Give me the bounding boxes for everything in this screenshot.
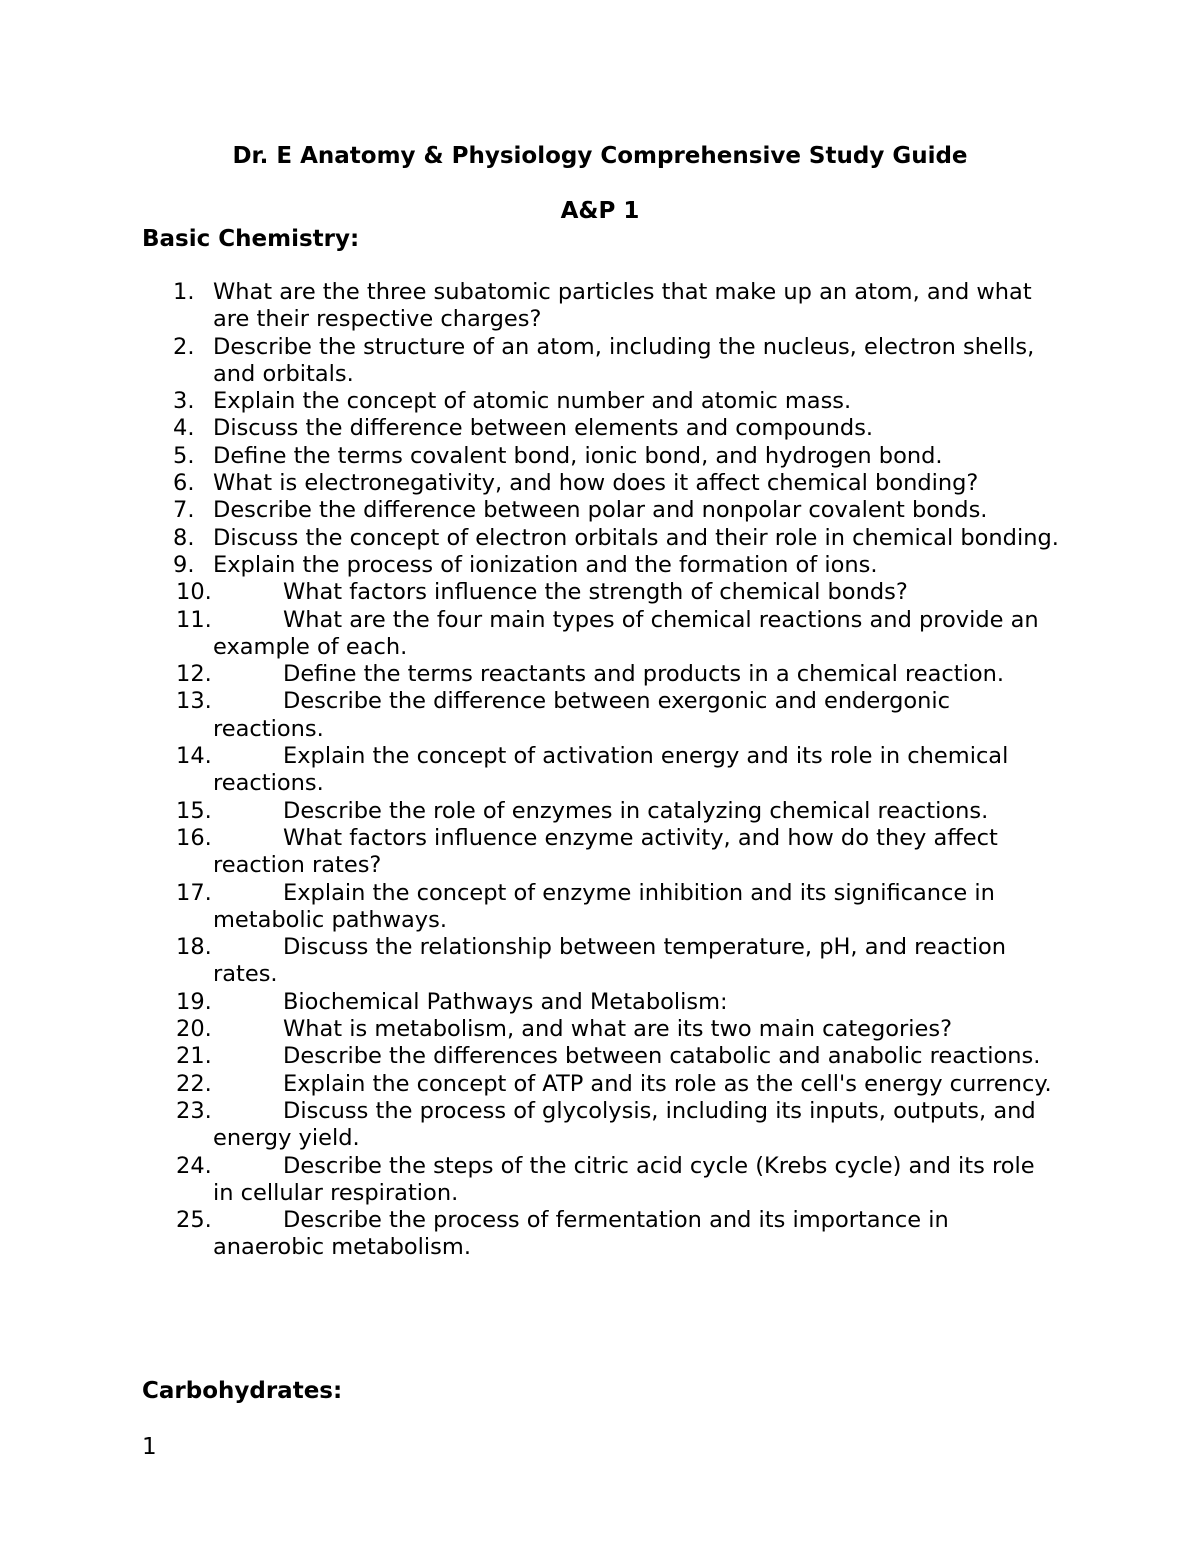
list-item [0, 743, 1200, 798]
list-item [0, 607, 1200, 662]
list-item-number: 13. [176, 688, 212, 715]
list-item [0, 552, 1200, 579]
list-item [0, 470, 1200, 497]
list-item-number: 18. [176, 934, 212, 961]
list-item-text: Discuss the concept of electron orbitals and their role in chemical bonding. [213, 524, 1059, 551]
list-item-text: What factors influence enzyme activity, and how do they affect reaction rates? [213, 824, 998, 879]
list-item-number: 10. [176, 579, 212, 606]
list-item [0, 661, 1200, 688]
list-item [0, 279, 1200, 334]
list-item-number: 20. [176, 1016, 212, 1043]
list-item-number: 14. [176, 743, 212, 770]
list-item [0, 443, 1200, 470]
list-item-number: 19. [176, 988, 212, 1015]
list-item-number: 8. [173, 524, 195, 551]
list-item-text: Describe the difference between exergonic and endergonic reactions. [213, 688, 951, 742]
list-item-text: What are the four main types of chemical reactions and provide an example of each. [213, 606, 1039, 660]
list-item-text: Describe the differences between catabolic and anabolic reactions. [283, 1043, 1041, 1070]
list-item-text: Explain the concept of enzyme inhibition and its significance in metabolic pathways. [213, 879, 995, 933]
page-title: Dr. E Anatomy & Physiology Comprehensive Study Guide [232, 143, 968, 169]
list-item-text: What is metabolism, and what are its two main categories? [283, 1016, 953, 1043]
list-item-text: Describe the steps of the citric acid cycle (Krebs cycle) and its role in cellular respiration. [213, 1152, 1035, 1206]
list-item-number: 11. [176, 606, 212, 633]
list-item-text: Discuss the difference between elements and compounds. [213, 415, 874, 442]
list-item [0, 1071, 1200, 1098]
list-item [0, 525, 1200, 552]
list-item-text: Discuss the relationship between temperature, pH, and reaction rates. [213, 934, 1007, 988]
list-item-text: Explain the process of ionization and the formation of ions. [213, 551, 878, 578]
list-item-number: 25. [176, 1207, 212, 1234]
list-item-text: What factors influence the strength of chemical bonds? [283, 579, 908, 606]
list-item-number: 5. [173, 442, 195, 469]
list-item [0, 579, 1200, 606]
page-number: 1 [142, 1434, 157, 1460]
section-heading-basic-chemistry: Basic Chemistry: [142, 226, 360, 252]
list-item-number: 15. [176, 797, 212, 824]
list-item-number: 22. [176, 1070, 212, 1097]
list-item-number: 21. [176, 1043, 212, 1070]
list-item-number: 9. [173, 551, 195, 578]
question-list [0, 279, 1200, 1262]
list-item [0, 1016, 1200, 1043]
list-item-number: 17. [176, 879, 212, 906]
list-item-text: What are the three subatomic particles that make up an atom, and what are their respective charges? [213, 279, 1032, 333]
list-item-text: Discuss the process of glycolysis, including its inputs, outputs, and energy yield. [213, 1097, 1036, 1152]
list-item-number: 1. [173, 279, 195, 305]
list-item-text: What is electronegativity, and how does it affect chemical bonding? [213, 470, 979, 497]
list-item [0, 334, 1200, 389]
list-item-text: Describe the difference between polar and nonpolar covalent bonds. [213, 497, 988, 524]
list-item [0, 989, 1200, 1016]
list-item-text: Define the terms reactants and products in a chemical reaction. [283, 661, 1005, 688]
list-item [0, 415, 1200, 442]
list-item [0, 1153, 1200, 1208]
list-item [0, 497, 1200, 524]
list-item [0, 880, 1200, 935]
list-item [0, 1207, 1200, 1262]
list-item-number: 24. [176, 1152, 212, 1179]
list-item-number: 16. [176, 824, 212, 851]
list-item-number: 3. [173, 388, 195, 415]
list-item [0, 688, 1200, 743]
list-item-text: Explain the concept of activation energy and its role in chemical reactions. [213, 743, 1009, 797]
page-subtitle: A&P 1 [560, 198, 640, 224]
list-item [0, 1098, 1200, 1153]
list-item [0, 825, 1200, 880]
list-item-text: Biochemical Pathways and Metabolism: [283, 988, 728, 1015]
list-item-number: 4. [173, 415, 195, 442]
list-item [0, 798, 1200, 825]
list-item-text: Define the terms covalent bond, ionic bond, and hydrogen bond. [213, 442, 943, 469]
list-item-number: 23. [176, 1097, 212, 1124]
section-heading-carbohydrates: Carbohydrates: [142, 1378, 343, 1404]
list-item-number: 12. [176, 661, 212, 688]
list-item [0, 1043, 1200, 1070]
list-item [0, 388, 1200, 415]
list-item-text: Describe the role of enzymes in catalyzing chemical reactions. [283, 797, 989, 824]
list-item-number: 6. [173, 470, 195, 497]
list-item-text: Explain the concept of atomic number and atomic mass. [213, 388, 852, 415]
list-item-number: 2. [173, 333, 195, 360]
list-item [0, 934, 1200, 989]
list-item-text: Explain the concept of ATP and its role as the cell's energy currency. [283, 1070, 1052, 1097]
list-item-number: 7. [173, 497, 195, 524]
list-item-text: Describe the structure of an atom, including the nucleus, electron shells, and orbitals. [213, 333, 1035, 387]
list-item-text: Describe the process of fermentation and its importance in anaerobic metabolism. [213, 1207, 949, 1261]
